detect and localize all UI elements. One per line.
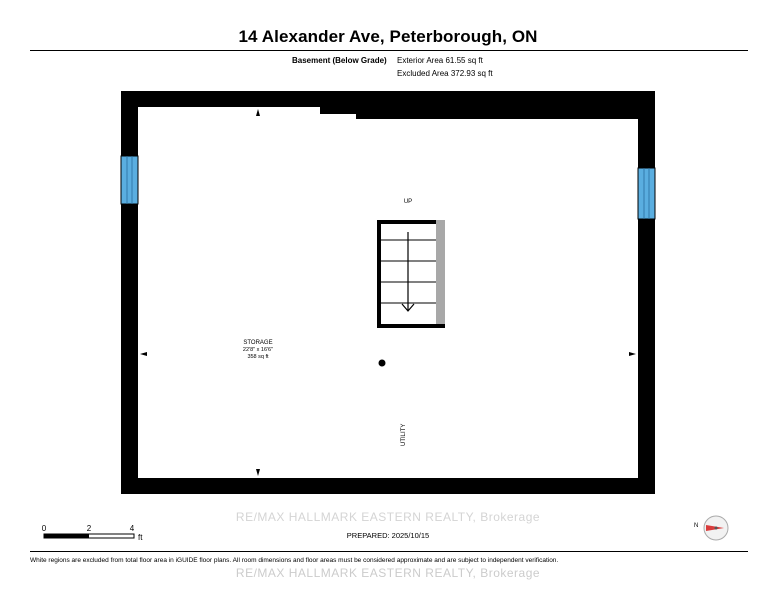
scale-unit: ft: [138, 533, 143, 542]
watermark-lower: RE/MAX HALLMARK EASTERN REALTY, Brokerage: [235, 566, 541, 580]
wall-north-thick: [356, 107, 638, 119]
level-name: Basement (Below Grade): [292, 56, 387, 65]
utility-marker-icon: [379, 360, 386, 367]
dimension-arrow-up-icon: [256, 109, 260, 116]
exterior-area: Exterior Area 61.55 sq ft: [397, 56, 483, 65]
north-label: N: [694, 523, 699, 529]
scale-label-0: 0: [41, 524, 47, 533]
page-title: 14 Alexander Ave, Peterborough, ON: [238, 27, 538, 46]
dimension-arrow-down-icon: [256, 469, 260, 476]
scale-label-4: 4: [129, 524, 135, 533]
scale-label-2: 2: [86, 524, 92, 533]
wall-north-bump: [320, 107, 356, 114]
wall-west: [121, 91, 138, 494]
room-area: 358 sq ft: [247, 354, 269, 360]
excluded-area: Excluded Area 372.93 sq ft: [397, 69, 493, 78]
prepared-date: PREPARED: 2025/10/15: [346, 531, 430, 540]
dimension-arrow-left-icon: [140, 352, 147, 356]
room-dimensions: 22'8" x 16'6": [242, 347, 274, 353]
footer-divider: [30, 551, 748, 552]
staircase: [377, 220, 445, 328]
watermark-upper: RE/MAX HALLMARK EASTERN REALTY, Brokerage: [235, 510, 541, 524]
stair-label: UP: [403, 199, 413, 205]
wall-east: [638, 91, 655, 494]
room-name: STORAGE: [243, 340, 273, 346]
wall-north: [121, 91, 655, 107]
stair-rail: [436, 220, 445, 324]
dimension-arrow-right-icon: [629, 352, 636, 356]
wall-south: [121, 478, 655, 494]
utility-label: UTILITY: [401, 423, 407, 446]
window-west: [121, 156, 138, 204]
disclaimer-note: White regions are excluded from total floor area in iGUIDE floor plans. All room dimensions and floor areas must be considered approximate and are subject to independent verification.: [30, 557, 559, 564]
window-east: [638, 168, 655, 219]
